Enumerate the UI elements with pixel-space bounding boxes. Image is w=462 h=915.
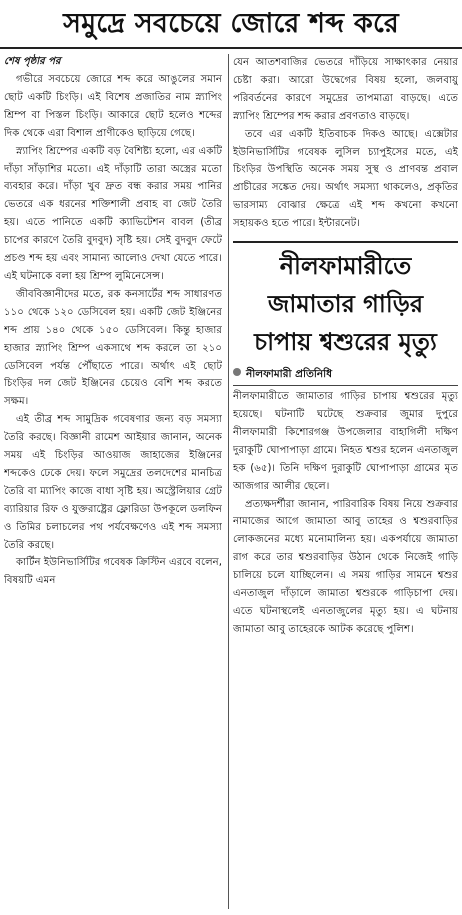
- story-headline-line: নীলফামারীতে: [279, 252, 412, 281]
- main-headline: সমুদ্রে সবচেয়ে জোরে শব্দ করে: [0, 4, 462, 49]
- body-paragraph: তবে এর একটি ইতিবাচক দিকও আছে। এক্সেটার ইউনিভার্সিটির গবেষক লুসিল চ্যাপুইসের মতে, এই চিংড়ির উপস্থিতি অনেক সময় সুস্থ ও প্রাণবন্ত প্রবাল প্রাচীরের সঙ্কেত দেয়। অর্থাৎ সমস্যা থাকলেও, প্রকৃতির ভারসাম্য বোঝার ক্ষেত্রে এই শব্দ কখনো কখনো সহায়কও হতে পারে। ইন্টারনেট।: [233, 128, 458, 230]
- column-divider: [228, 54, 229, 909]
- right-column: [233, 54, 458, 915]
- body-paragraph: যেন আতশবাজির ভেতরে দাঁড়িয়ে সাক্ষাৎকার নেয়ার চেষ্টা করা। আরো উদ্বেগের বিষয় হলো, জলবায়ু পরিবর্তনের কারণে সমুদ্রের তাপমাত্রা বাড়ছে। এতে স্ন্যাপিং শ্রিম্পের শব্দ করার প্রবণতাও বাড়ছে।: [233, 57, 458, 122]
- second-story: [233, 241, 458, 639]
- body-paragraph: জীববিজ্ঞানীদের মতে, রক কনসার্টের শব্দ সাধারণত ১১০ থেকে ১২০ ডেসিবেল হয়। একটি জেট ইঞ্জিনের শব্দ প্রায় ১৪০ থেকে ১৫০ ডেসিবেল। কিন্তু হাজার হাজার স্ন্যাপিং শ্রিম্প একসাথে শব্দ করলে তা ২১০ ডেসিবেল পর্যন্ত পৌঁছাতে পারে। অর্থাৎ এই ছোট চিংড়ির দল জেট ইঞ্জিনের চেয়েও বেশি শব্দ করতে সক্ষম।: [4, 288, 222, 408]
- body-paragraph: নীলফামারীতে জামাতার গাড়ির চাপায় শ্বশুরের মৃত্যু হয়েছে। ঘটনাটি ঘটেছে শুক্রবার জুমার দুপুরে নীলফামারী কিশোরগঞ্জ উপজেলার বাহাগিলী দক্ষিণ দুরাকুটি ঘোপাপাড়া গ্রামে। নিহত শ্বশুর হলেন এনতাজুল হক (৬৫)। তিনি দক্ষিণ দুরাকুটি ঘোপাপাড়া গ্রামের মৃত আজগার আলীর ছেলে।: [233, 391, 458, 492]
- left-column: [4, 54, 222, 915]
- body-paragraph: গভীরে সবচেয়ে জোরে শব্দ করে আঙুলের সমান ছোট একটি চিংড়ি। এই বিশেষ প্রজাতির নাম স্ন্যাপিং শ্রিম্প বা পিস্তল চিংড়ি। আকারে ছোট হলেও শব্দের দিক থেকে এরা বিশাল প্রাণীকেও ছাড়িয়ে গেছে।: [4, 74, 222, 139]
- story-headline-line: জামাতার গাড়ির: [267, 290, 424, 319]
- byline-text: নীলফামারী প্রতিনিধি: [246, 368, 333, 381]
- body-paragraph: স্ন্যাপিং শ্রিম্পের একটি বড় বৈশিষ্ট্য হলো, এর একটি দাঁড়া সাঁড়াশির মতো। এই দাঁড়াটি তারা অস্ত্রের মতো ব্যবহার করে। দাঁড়া খুব দ্রুত বন্ধ করার সময় পানির ভেতরে এক ধরনের শক্তিশালী প্রবাহ বা জেট তৈরি হয়। এতে পানিতে একটি ক্যাভিটেশন বাবল (তীব্র চাপের কারণে তৈরি বুদবুদ) সৃষ্টি হয়। সেই বুদবুদ ফেটে প্রচণ্ড শব্দ হয় এবং সামান্য আলোও দেখা যেতে পারে। এই ঘটনাকে বলা হয় শ্রিম্প লুমিনেসেন্স।: [4, 145, 222, 282]
- body-paragraph: প্রত্যক্ষদর্শীরা জানান, পারিবারিক বিষয় নিয়ে শুক্রবার নামাজের আগে জামাতা আবু তাহের ও শ্বশুরবাড়ির লোকজনের মধ্যে মনোমালিন্য হয়। একপর্যায়ে জামাতা রাগ করে তার শ্বশুরবাড়ির উঠান থেকে নিজেই গাড়ি চালিয়ে চলে যাচ্ছিলেন। এ সময় গাড়ির সামনে শ্বশুর এনতাজুল দাঁড়ালে জামাতা শ্বশুরকে গাড়িচাপা দেয়। এতে ঘটনাস্থলেই এনতাজুলের মৃত্যু হয়। এ ঘটনায় জামাতা আবু তাহেরকে আটক করেছে পুলিশ।: [233, 498, 458, 635]
- byline: [233, 365, 458, 386]
- bullet-icon: [233, 368, 241, 376]
- story-headline-line: চাপায় শ্বশুরের মৃত্যু: [254, 328, 437, 357]
- continued-label: শেষ পৃষ্ঠার পর: [4, 56, 61, 67]
- body-paragraph: এই তীব্র শব্দ সামুদ্রিক গবেষণার জন্য বড় সমস্যা তৈরি করছে। বিজ্ঞানী রামেশ আইয়ার জানান, অনেক সময় এই চিংড়ির আওয়াজ জাহাজের ইঞ্জিনের শব্দকেও ঢেকে দেয়। ফলে সমুদ্রের তলদেশের মানচিত্র তৈরি বা ম্যাপিং কাজে বাধা সৃষ্টি হয়। অস্ট্রেলিয়ার গ্রেট ব্যারিয়ার রিফ ও যুক্তরাষ্ট্রের ফ্লোরিডা উপকূলে ডলফিন ও তিমির চলাচলের পথ পর্যবেক্ষণেও এই শব্দ সমস্যা তৈরি করছে।: [4, 414, 222, 551]
- body-paragraph: কার্টিন ইউনিভার্সিটির গবেষক ক্রিস্টিন এরবে বলেন, বিষয়টি এমন: [4, 557, 222, 587]
